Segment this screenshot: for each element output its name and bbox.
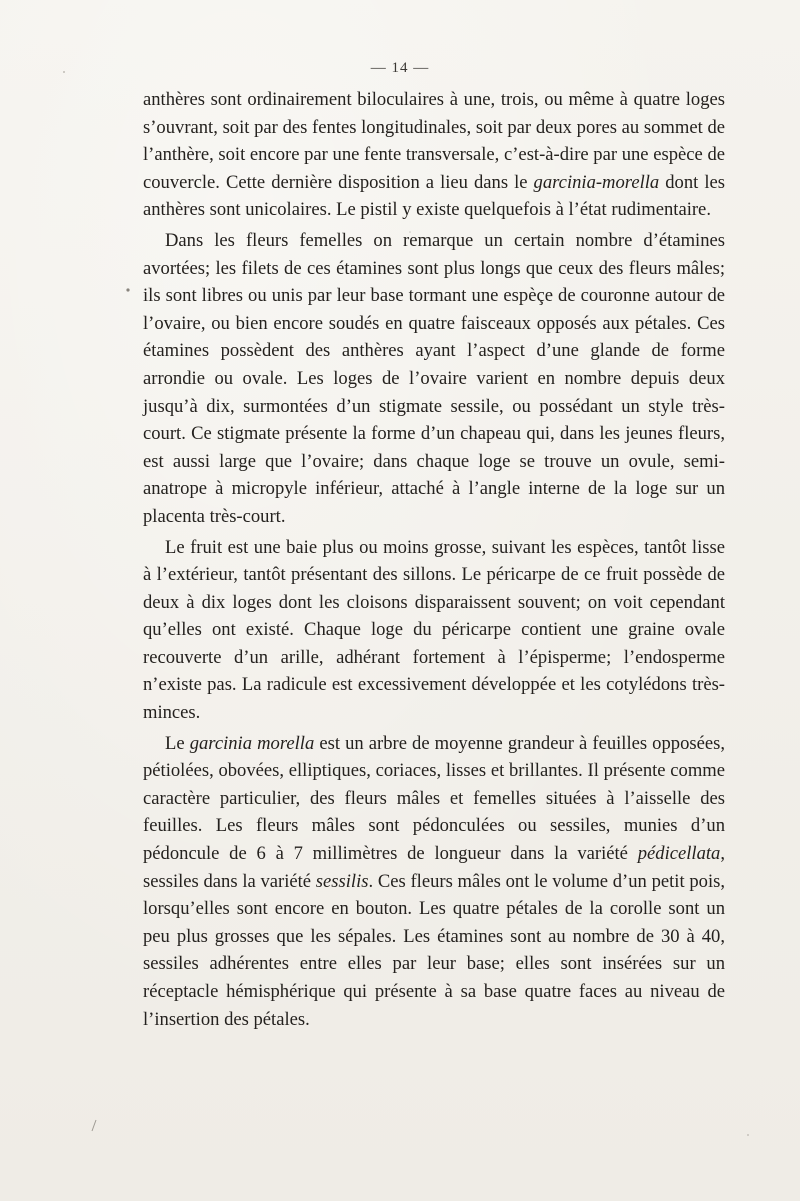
paragraph (143, 730, 725, 1034)
paragraph (143, 534, 725, 727)
paragraph (143, 86, 725, 224)
italic-term: pédicellata (637, 843, 721, 865)
text-run: anthères sont ordinairement biloculaires à une, trois, ou même à quatre loges s’ouvrant, soit par des fentes longitudinales, soit par deux pores au sommet de l’anthère, soit encore par une fente transversale, c’est-à-dire par une espèce de couvercle. Cette dernière disposition a lieu dans le (143, 89, 725, 193)
text-run: est un arbre de moyenne grandeur à feuilles opposées, pétiolées, obovées, elliptiques, coriaces, lisses et brillantes. Il présente comme caractère particulier, des fleurs mâles et femelles situées à l’aisselle des feuilles. Les fleurs mâles sont pédonculées ou sessiles, munies d’un pédoncule de 6 à 7 millimètres de longueur dans la variété (143, 732, 725, 865)
text-run: . Ces fleurs mâles ont le volume d’un petit pois, lorsqu’elles sont encore en bouton. Les quatre pétales de la corolle sont un peu plus grosses que les sépales. Les étamines sont au nombre de 30 à 40, sessiles adhérentes entre elles par leur base; elles sont insérées sur un réceptacle hémisphérique qui présente à sa base quatre faces au niveau de l’insertion des pétales. (143, 870, 725, 1030)
italic-term: sessilis (315, 870, 369, 892)
body-text (143, 86, 725, 1036)
paragraph (143, 227, 725, 531)
italic-term: garcinia-morella (533, 171, 660, 193)
text-run: , sessiles dans la variété (143, 843, 725, 892)
text-run: Dans les fleurs femelles on remarque un certain nombre d’étamines avortées; les filets de ces étamines sont plus longs que ceux des fleurs mâles; ils sont libres ou unis par leur base tormant une espèçe de couronne autour de l’ovaire, ou bien encore soudés en quatre faisceaux opposés aux pétales. Ces étamines possèdent des anthères ayant l’aspect d’une glande de forme arrondie ou ovale. Les loges de l’ovaire varient en nombre depuis deux jusqu’à dix, surmontées d’un stigmate sessile, ou possédant un style très-court. Ce stigmate présente la forme d’un chapeau qui, dans les jeunes fleurs, est aussi large que l’ovaire; dans chaque loge se trouve un ovule, semi-anatrope à micropyle inférieur, attaché à l’angle interne de la loge sur un placenta très-court. (143, 229, 725, 527)
italic-term: garcinia morella (189, 732, 315, 754)
page-number: — 14 — (370, 60, 430, 76)
text-run: dont les anthères sont unicolaires. Le pistil y existe quelquefois à l’état rudimentaire. (143, 171, 725, 221)
text-run: Le (165, 732, 190, 754)
text-run: Le fruit est une baie plus ou moins grosse, suivant les espèces, tantôt lisse à l’extérieur, tantôt présentant des sillons. Le péricarpe de ce fruit possède de deux à dix loges dont les cloisons disparaissent souvent; on voit cependant qu’elles ont existé. Chaque loge du péricarpe contient une graine ovale recouverte d’un arille, adhérant fortement à l’épisperme; l’endosperme n’existe pas. La radicule est excessivement développée et les cotylédons très-minces. (143, 536, 725, 724)
